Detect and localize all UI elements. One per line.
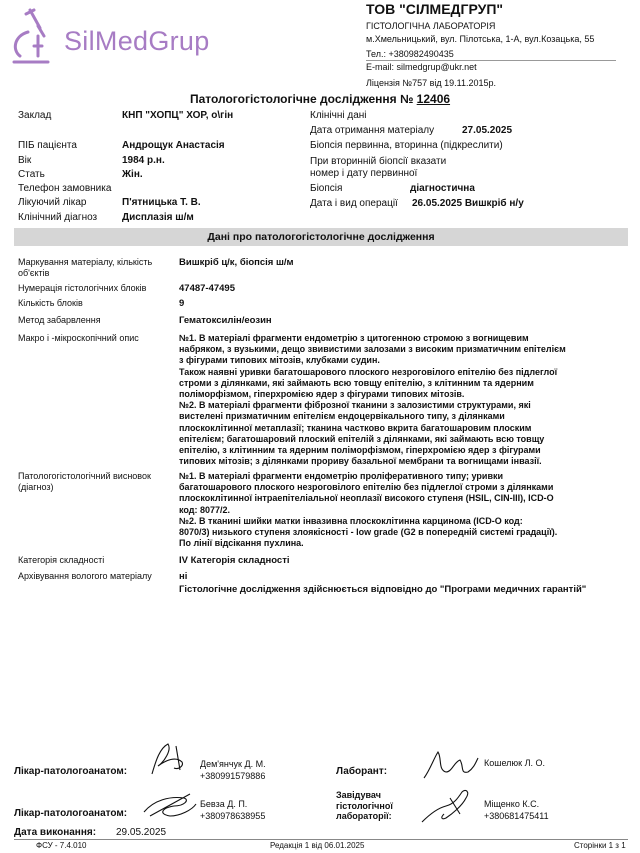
description-line: №2. В матеріалі фрагменти фіброзної тканини з залозистими структурами, які [179,400,531,411]
blocks-number-label: Нумерація гістологічних блоків [18,283,147,293]
conclusion-line: багатошарового плоского незроговілого епітелію без підлеглої строми з ділянками [179,482,554,493]
doctor-value: П'ятницька Т. В. [122,197,201,208]
head-phone: +380681475411 [484,811,549,821]
lab-address: м.Хмельницький, вул. Пілотська, 1-А, вул.Козацька, 55 [366,34,595,44]
lab-assistant-signature [420,744,480,784]
pathologist2-name: Бевза Д. П. [200,799,248,809]
institution-value: КНП "ХОПЦ" ХОР, о\гін [122,110,234,121]
pathologist1-signature [146,740,196,780]
pathologist2-signature [140,786,200,822]
patient-name-label: ПІБ пацієнта [18,140,77,151]
diagnosis-value: Дисплазія ш/м [122,212,194,223]
description-line: строми з ділянками, які займають всю товщу епітелію, з клітинним та ядерним [179,377,534,388]
footer-divider [14,839,628,840]
header-info [366,0,636,90]
description-line: №1. В матеріалі фрагменти ендометрію з цитогенною стромою з вогнищевим [179,333,529,343]
head-name: Міщенко К.С. [484,799,540,809]
logo-text: ЅilMedGrup [64,26,210,56]
pathologist1-info [200,758,266,782]
license: Ліцензія №757 від 19.11.2015р. [366,78,497,88]
head-label: Завідувач гістологічної лабораторії: [336,790,393,821]
conclusion-line: плоскоклітинної інтраепітеліальної неоплазії високого ступеня (HSIL, CIN-III), ICD-O [179,493,554,504]
description-line: плоскоклітинної метаплазії; тканина частково вкрита багатошаровим плоским [179,422,532,433]
clinical-data-label: Клінічні дані [310,110,367,121]
description-line: типових мітозів; з ділянками прориву базальної мембрани та вогнищами інвазії. [179,456,542,467]
archive-label: Архівування вологого матеріалу [18,571,152,581]
done-date-value: 29.05.2025 [116,827,167,838]
biopsy-primary-label: Біопсія первинна, вторинна (підкреслити) [310,140,503,151]
secondary-note-1: При вторинній біопсії вказати [310,156,447,167]
received-label: Дата отримання матеріалу [310,125,435,136]
blocks-count-value: 9 [179,298,185,309]
report-number: 12406 [416,92,451,106]
conclusion-line: 8070/3) низького ступеня злоякісності - low grade (G2 в попередній системі градації). [179,527,558,538]
head-info [484,798,549,822]
complexity-value: IV Категорія складності [179,555,290,566]
conclusion-line: По лінії відсікання пухлина. [179,538,304,549]
sex-value: Жін. [122,169,143,180]
page-count: Сторінки 1 з 1 [574,841,626,850]
doctor-label: Лікуючий лікар [18,197,87,208]
conclusion-line: №1. В матеріалі фрагменти ендометрію проліферативного типу; уривки [179,471,504,481]
biopsy-value: діагностична [410,183,475,194]
complexity-label: Категорія складності [18,555,105,565]
description-line: вистелені призматичним епітелієм ендоцервікального типу, з ділянками [179,411,505,422]
header-divider [366,60,616,61]
blocks-number-value: 47487-47495 [179,283,235,294]
description-line: поліморфізмом, гіперхромією ядер з фігурами типових мітозів. [179,389,465,400]
conclusion-line: №2. В тканині шийки матки інвазивна плоскоклітинна карцинома (ICD-O код: [179,515,523,526]
head-signature [416,784,476,828]
lab-assistant-label: Лаборант: [336,766,388,777]
age-label: Вік [18,155,32,166]
lab-assistant-name: Кошелюк Л. О. [484,758,546,768]
title-prefix: Патологогістологічне дослідження № [189,92,414,106]
diagnosis-label: Клінічний діагноз [18,212,98,223]
done-date-label: Дата виконання: [14,827,97,838]
pathologist2-info [200,798,265,822]
edition: Редакція 1 від 06.01.2025 [270,841,365,850]
stain-value: Гематоксилін/еозин [179,315,272,326]
conclusion-text [179,471,629,549]
lab-phone: Тел.: +380982490435 [366,49,454,59]
marking-value: Вишкріб ц/к, біопсія ш/м [179,257,294,268]
description-line: Також наявні уривки багатошарового плоского незроговілого епітелію без підлеглої [179,366,558,377]
blocks-count-label: Кількість блоків [18,298,83,308]
description-line: набряком, з вузькими, дещо звивистими залозами з високим призматичним епітелієм [179,344,566,355]
description-line: епітелію, з клітинним та ядерним поліморфізмом, гіперхромією ядер з фігурами [179,445,541,456]
microscope-logo-icon [8,6,58,68]
operation-label: Дата і вид операції [310,198,398,209]
section-title: Дані про патологогістологічне дослідження [207,231,435,243]
institution-label: Заклад [18,110,52,121]
operation-value: 26.05.2025 Вишкріб н/у [412,198,524,209]
customer-phone-label: Телефон замовника [18,183,112,194]
pathologist1-label: Лікар-патологоанатом: [14,766,128,777]
description-line: епітелієм; багатошаровий плоский епітелій з ділянками, які займають всю товщу [179,433,545,444]
pathologist1-name: Дем'янчук Д. М. [200,759,266,769]
secondary-note-2: номер і дату первинної [310,168,418,179]
conclusion-label: Патологогістологічний висновок (діагноз) [18,471,151,492]
patient-name-value: Андрощук Анастасія [122,140,225,151]
company-name: ТОВ "СІЛМЕДГРУП" [366,1,504,17]
lab-name: ГІСТОЛОГІЧНА ЛАБОРАТОРІЯ [366,21,496,31]
program-note: Гістологічне дослідження здійснюється відповідно до "Програми медичних гарантій" [179,584,587,595]
description-text [179,333,629,467]
pathologist2-label: Лікар-патологоанатом: [14,808,128,819]
sex-label: Стать [18,169,45,180]
age-value: 1984 р.н. [122,155,165,166]
marking-label: Маркування матеріалу, кількість об'єктів [18,257,153,278]
description-line: з фігурами типових мітозів, клубками судин. [179,355,380,366]
lab-email: E-mail: silmedgrup@ukr.net [366,62,477,72]
pathologist2-phone: +380978638955 [200,811,266,821]
logo [6,4,246,74]
page-title [0,92,640,106]
archive-value: ні [179,571,188,582]
pathologist1-phone: +380991579886 [200,771,266,781]
form-code: ФСУ - 7.4.010 [36,841,87,850]
description-label: Макро і -мікроскопічний опис [18,333,139,343]
biopsy-label: Біопсія [310,183,343,194]
conclusion-line: код: 8077/2. [179,504,231,515]
received-value: 27.05.2025 [462,125,513,136]
stain-label: Метод забарвлення [18,315,101,325]
